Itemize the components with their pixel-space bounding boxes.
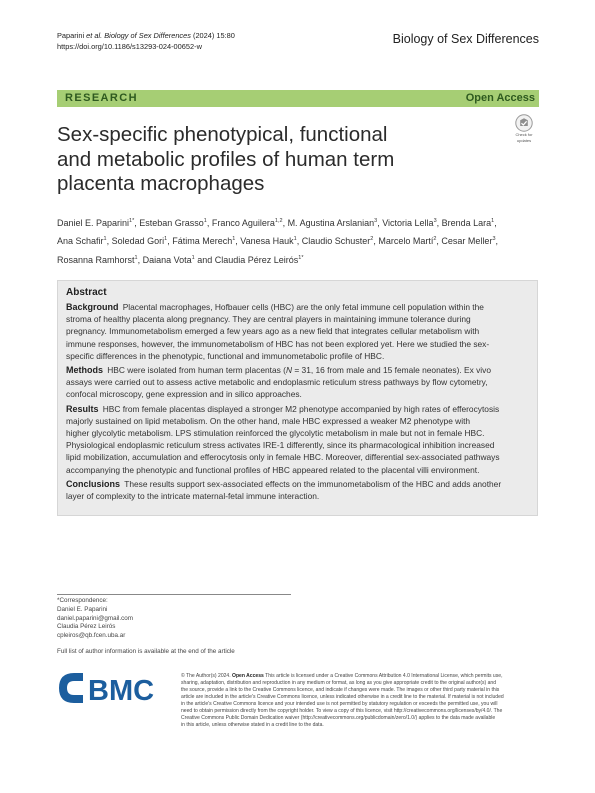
article-type-label: RESEARCH [65,92,138,104]
abstract-line [66,439,530,451]
abstract-line-text: higher glycolytic metabolism. LPS stimulation reinforced the glycolytic metabolism in male but not in female HBC. [66,428,485,439]
abstract-line-text: stroma of healthy placenta along pregnancy. They are central players in maintaining immune tolerance during [66,314,471,325]
doi-link[interactable]: https://doi.org/10.1186/s13293-024-00652-w [57,41,202,51]
license-line: © The Author(s) 2024. Open Access This article is licensed under a Creative Commons Attribution 4.0 International License, which permits use, [181,673,503,679]
check-for-updates-badge[interactable] [511,114,537,143]
license-line: need to obtain permission directly from the copyright holder. To view a copy of this licence, visit http://creativecommons.org/licenses/by/4.0/. The [181,708,503,714]
abstract-line [66,350,530,362]
author-line: Rosanna Ramhorst$^1$, Daiana Vota$^1$ and Claudia Pérez Leirós$^{1*}$ [57,254,304,265]
title-line: placenta macrophages [57,172,265,195]
abstract-section-heading: Methods [66,365,103,376]
license-line: in the article's Creative Commons licence and your intended use is not permitted by statutory regulation or exceeds the permitted use, you will [181,701,498,707]
author-line: Daniel E. Paparini$^{1*}$, Esteban Grasso$^1$, Franco Aguilera$^{1,2}$, M. Agustina Arslanian$^3$, Victoria Lella$^3$, Brenda Lara$^1$, [57,218,497,228]
abstract-line-text: HBC from female placentas displayed a stronger M2 phenotype accompanied by high rates of efferocytosis [102,403,500,414]
abstract-section-conclusions [66,478,530,502]
abstract-section-results [66,403,530,476]
abstract-line-text: Placental macrophages, Hofbauer cells (HBC) are the only fetal immune cell population within the [122,302,484,312]
citation-journal: et al. Biology of Sex Differences [86,31,191,40]
abstract-box [57,280,538,516]
author-list [57,213,543,268]
license-line: the source, provide a link to the Creative Commons licence, and indicate if changes were made. The images or other third party material in this [181,687,500,693]
abstract-line-text: pregnancy. Immunometabolism emerged a few years ago as a new field that integrates cellular metabolism with [66,326,480,337]
correspondence-name: Claudia Pérez Leirós [57,623,116,631]
abstract-line-text: immune responses, however, the immunometabolism of HBC has not been explored yet. Here we studied the sex- [66,338,490,349]
abstract-heading: Abstract [66,287,107,298]
abstract-line-text: lipid mobilization, accumulation and efferocytosis only in female HBC. Moreover, differential sex-associated pathways [66,452,500,463]
abstract-line [66,325,530,337]
bmc-logo [57,669,169,707]
abstract-line-text: Physiological endoplasmic reticulum stress activates IRE-1 differently, since its pharmacological inhibition increased [66,440,495,451]
abstract-line-text: accompanying the phenotypic and functional profiles of HBC appeared related to the placental villi environment. [66,464,480,475]
abstract-section-heading: Background [66,302,119,312]
abstract-line [66,415,530,427]
author-line: Ana Schafir$^1$, Soledad Gori$^1$, Fátima Merech$^1$, Vanesa Hauk$^1$, Claudio Schuster$^2$, Marcelo Martí$^2$, Cesar Meller$^3$, [57,236,499,247]
abstract-line-text: specific differences in the phenotypic, functional and immunometabolic profile of HBC. [66,350,385,361]
abstract-line [66,427,530,439]
title-line: and metabolic profiles of human term [57,147,395,171]
abstract-line [66,403,530,415]
article-type-banner [57,90,539,107]
abstract-line [66,376,530,388]
article-title [57,123,457,197]
correspondence-email-link[interactable]: daniel.paparini@gmail.com [57,614,134,622]
abstract-line [66,451,530,463]
abstract-section-heading: Conclusions [66,478,121,489]
author-info-note: Full list of author information is available at the end of the article [57,648,235,655]
journal-name: Biology of Sex Differences [392,32,539,46]
abstract-section-methods [66,364,530,401]
license-line: article are included in the article's Creative Commons licence, unless indicated otherwise in a credit line to the material. If material is not included [181,694,504,700]
footnote-divider [57,594,291,595]
abstract-line [66,490,530,502]
abstract-line-text: These results support sex-associated effects on the immunometabolism of the HBC and adds another [124,478,502,489]
correspondence-block [57,597,133,641]
abstract-line-text: assays were carried out to assess active metabolic and endoplasmic reticulum stress pathways by flow cytometry, [66,377,488,388]
license-line: sharing, adaptation, distribution and reproduction in any medium or format, as long as you give appropriate credit to the original author(s) and [181,680,497,686]
abstract-line-text: layer of complexity to the intricate maternal-fetal immune interaction. [66,491,320,502]
citation-authors: Paparini [57,31,87,40]
license-statement [181,673,539,729]
citation-header [57,31,235,52]
abstract-line [66,338,530,350]
citation-year: (2024) 15:80 [190,31,235,40]
abstract-line [66,313,530,325]
abstract-line-text: confocal microscopy, gene expression and in silico approaches. [66,389,302,400]
license-line: Creative Commons Public Domain Dedication waiver (http://creativecommons.org/publicdomain/zero/1.0/) applies to the data made available [181,715,496,721]
check-for-updates-icon [515,114,533,132]
abstract-line [66,364,530,376]
bmc-logo-text: BMC [88,675,155,707]
abstract-body [66,301,530,502]
abstract-line-text: majorly sustained on lipid metabolism. On the other hand, male HBC expressed a weaker M2 phenotype with [66,415,471,426]
abstract-line [66,478,530,490]
updates-line: updates [516,137,532,143]
abstract-line [66,464,530,476]
abstract-line-text: HBC were isolated from human term placentas (N = 31, 16 from male and 15 female neonates). Ex vivo [107,365,492,376]
abstract-section-background [66,301,530,362]
correspondence-label: *Correspondence: [57,597,108,604]
open-access-label: Open Access [465,92,535,104]
correspondence-name: Daniel E. Paparini [57,605,108,613]
check-for-line: Check for [515,132,533,137]
license-line: in this article, unless otherwise stated in a credit line to the data. [181,722,324,728]
abstract-line [66,388,530,400]
abstract-section-heading: Results [66,403,99,414]
abstract-line [66,301,530,313]
title-line: Sex-specific phenotypical, functional [57,123,388,146]
correspondence-email-link[interactable]: cpleiros@qb.fcen.uba.ar [57,632,126,640]
